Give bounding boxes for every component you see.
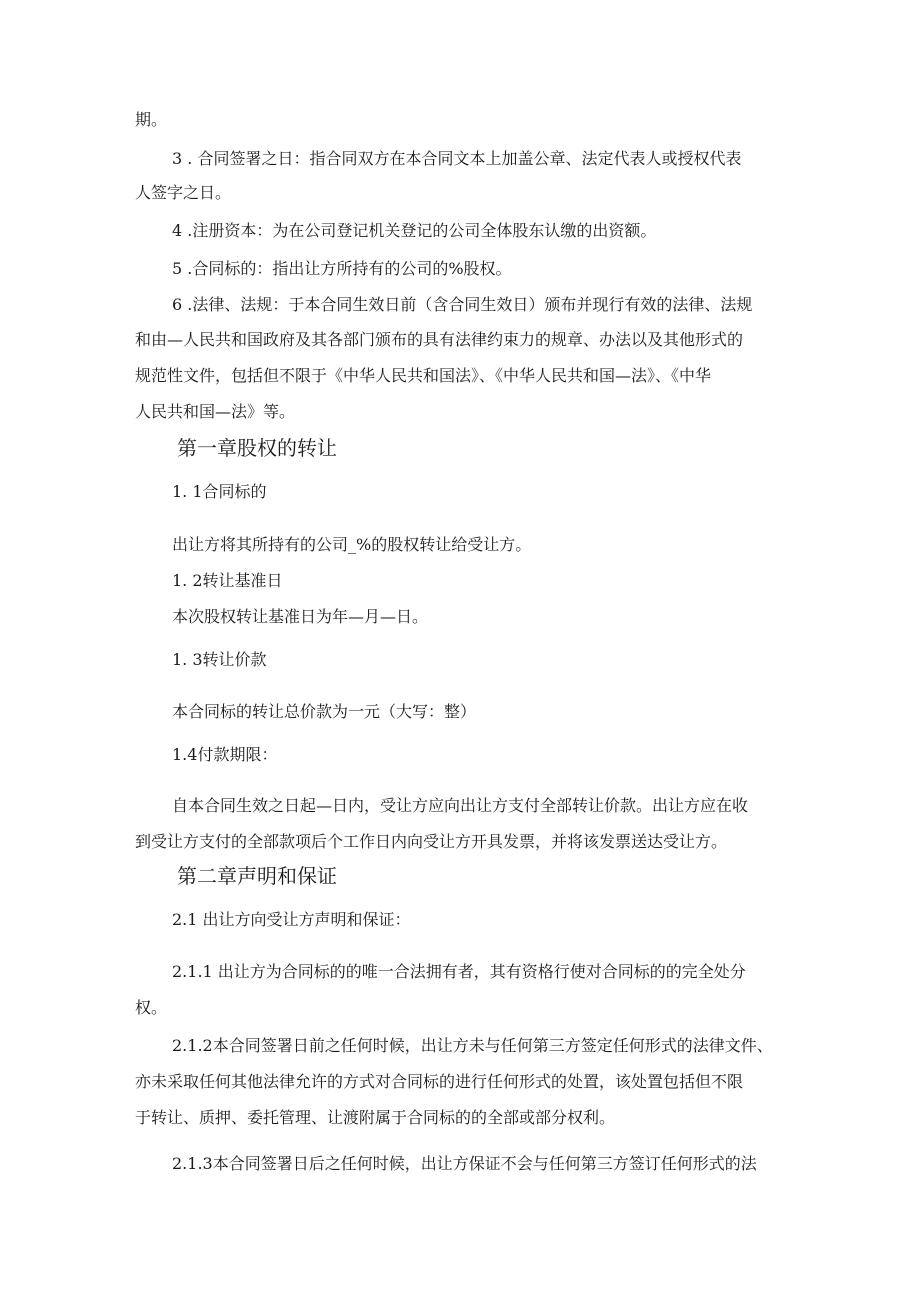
text-line: 4 .注册资本：为在公司登记机关登记的公司全体股东认缴的出资额。 <box>172 221 657 240</box>
text-line: 自本合同生效之日起—日内，受让方应向出让方支付全部转让价款。出让方应在收 <box>172 796 749 815</box>
text-line: 人签字之日。 <box>135 183 232 202</box>
section-heading: 1. 2转让基准日 <box>172 571 283 590</box>
section-heading: 1. 1合同标的 <box>172 482 267 501</box>
chapter-heading: 第一章股权的转让 <box>177 436 337 460</box>
text-line: 和由—人民共和国政府及其各部门颁布的具有法律约束力的规章、办法以及其他形式的 <box>135 330 744 349</box>
text-line: 到受让方支付的全部款项后个工作日内向受让方开具发票，并将该发票送达受让方。 <box>135 832 728 851</box>
text-line: 5 .合同标的：指出让方所持有的公司的%股权。 <box>172 259 512 278</box>
section-heading: 1. 3转让价款 <box>172 650 267 669</box>
text-line: 期。 <box>135 110 168 129</box>
text-line: 本合同标的转让总价款为一元（大写：整） <box>172 702 477 721</box>
section-heading: 1.4付款期限： <box>172 745 278 764</box>
section-heading: 2.1 出让方向受让方声明和保证： <box>172 910 411 929</box>
text-line: 6 .法律、法规：于本合同生效日前（含合同生效日）颁布并现行有效的法律、法规 <box>172 295 753 314</box>
text-line: 权。 <box>135 998 168 1017</box>
text-line: 3 . 合同签署之日：指合同双方在本合同文本上加盖公章、法定代表人或授权代表 <box>172 149 742 168</box>
text-line: 2.1.2本合同签署日前之任何时候，出让方未与任何第三方签定任何形式的法律文件、 <box>172 1036 773 1055</box>
text-line: 出让方将其所持有的公司_%的股权转让给受让方。 <box>172 535 532 554</box>
text-line: 本次股权转让基准日为年—月—日。 <box>172 607 429 626</box>
chapter-heading: 第二章声明和保证 <box>177 864 337 888</box>
text-line: 2.1.3本合同签署日后之任何时候，出让方保证不会与任何第三方签订任何形式的法 <box>172 1154 757 1173</box>
text-line: 人民共和国—法》等。 <box>135 402 296 421</box>
text-line: 亦未采取任何其他法律允许的方式对合同标的进行任何形式的处置，该处置包括但不限 <box>135 1072 744 1091</box>
text-line: 规范性文件，包括但不限于《中华人民共和国法》、《中华人民共和国—法》、《中华 <box>135 366 712 385</box>
text-line: 2.1.1 出让方为合同标的的唯一合法拥有者，其有资格行使对合同标的的完全处分 <box>172 962 746 981</box>
text-line: 于转让、质押、委托管理、让渡附属于合同标的的全部或部分权利。 <box>135 1108 616 1127</box>
